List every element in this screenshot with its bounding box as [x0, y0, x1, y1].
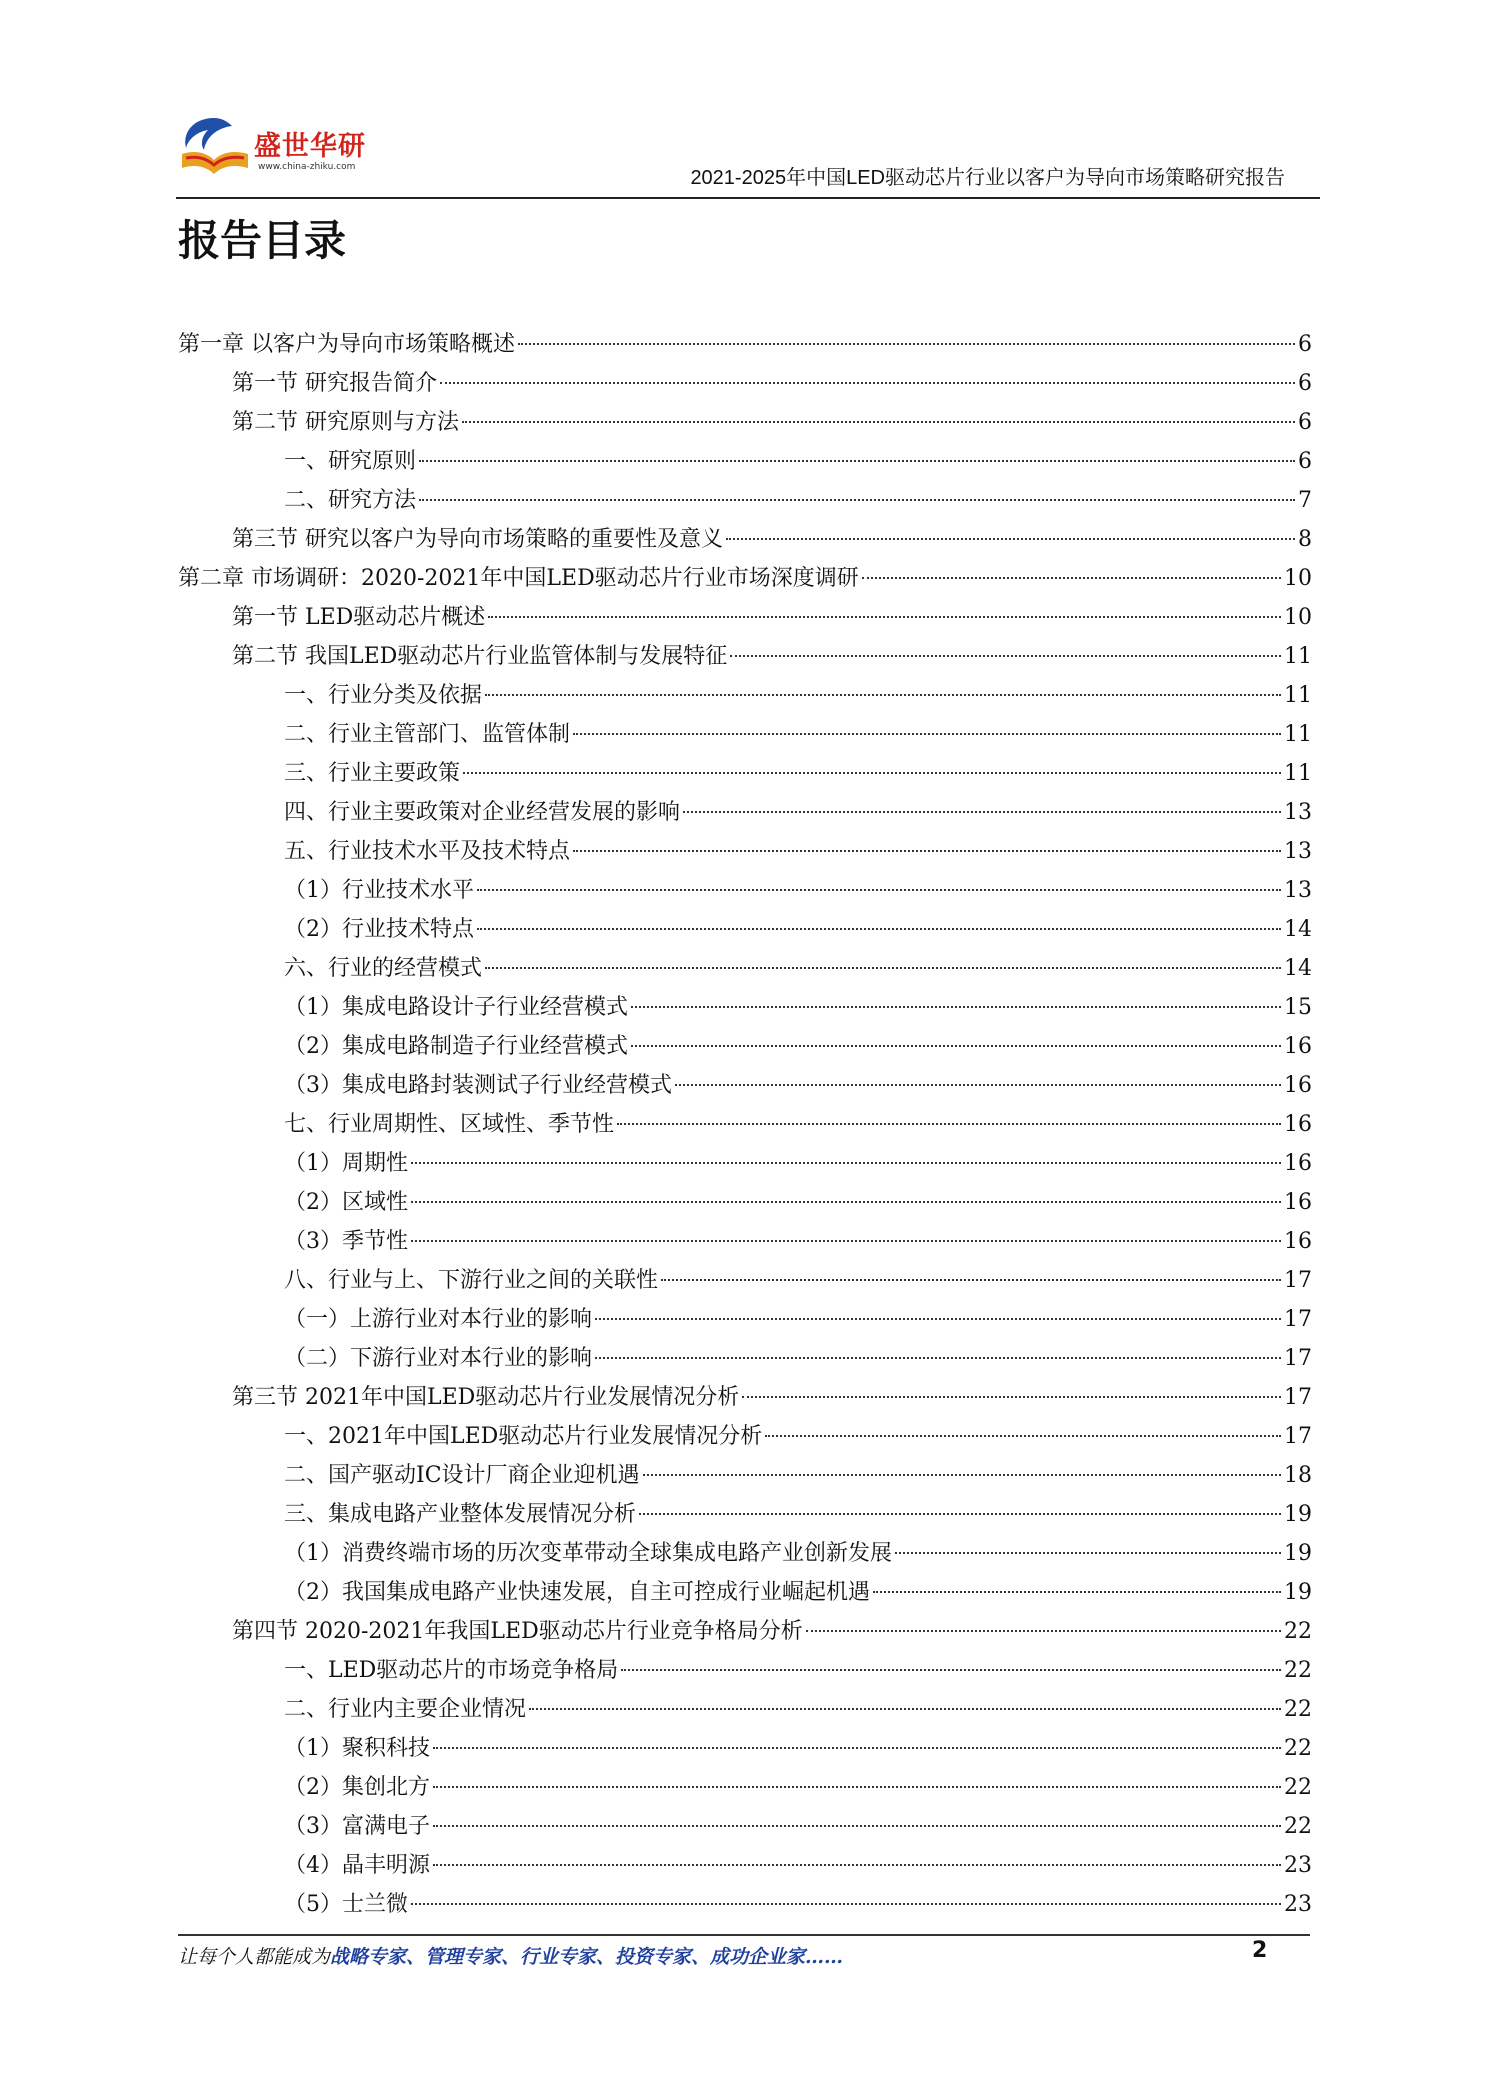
toc-dot-leader	[462, 421, 1295, 423]
toc-entry-label: 八、行业与上、下游行业之间的关联性	[284, 1268, 659, 1293]
toc-entry[interactable]	[178, 949, 1312, 988]
toc-entry-page: 13	[1284, 878, 1312, 903]
toc-dot-leader	[518, 343, 1295, 345]
toc-dot-leader	[463, 772, 1281, 774]
toc-dot-leader	[411, 1903, 1281, 1905]
report-title: 2021-2025年中国LED驱动芯片行业以客户为导向市场策略研究报告	[690, 167, 1285, 189]
toc-entry-label: 二、国产驱动IC设计厂商企业迎机遇	[284, 1463, 640, 1488]
toc-dot-leader	[573, 850, 1281, 852]
toc-entry[interactable]	[178, 1183, 1312, 1222]
toc-entry-page: 16	[1284, 1190, 1312, 1215]
toc-entry[interactable]	[178, 1846, 1312, 1885]
toc-entry-page: 16	[1284, 1034, 1312, 1059]
toc-entry[interactable]	[178, 1300, 1312, 1339]
toc-dot-leader	[433, 1786, 1281, 1788]
toc-entry[interactable]	[178, 754, 1312, 793]
toc-entry-page: 17	[1284, 1268, 1312, 1293]
toc-entry[interactable]	[178, 988, 1312, 1027]
toc-entry-label: （2）我国集成电路产业快速发展，自主可控成行业崛起机遇	[284, 1580, 870, 1605]
company-logo	[176, 100, 396, 190]
toc-entry-label: 三、集成电路产业整体发展情况分析	[284, 1502, 637, 1527]
toc-entry[interactable]	[178, 520, 1312, 559]
toc-entry-label: 第一节 LED驱动芯片概述	[232, 605, 486, 630]
toc-dot-leader	[573, 733, 1281, 735]
toc-entry-page: 16	[1284, 1229, 1312, 1254]
toc-entry-page: 6	[1298, 371, 1312, 396]
toc-dot-leader	[433, 1864, 1281, 1866]
toc-dot-leader	[730, 655, 1281, 657]
toc-entry[interactable]	[178, 325, 1312, 364]
toc-entry-label: 第二节 研究原则与方法	[232, 410, 459, 435]
toc-dot-leader	[873, 1591, 1281, 1593]
toc-entry[interactable]	[178, 1534, 1312, 1573]
toc-entry[interactable]	[178, 1651, 1312, 1690]
toc-entry[interactable]	[178, 871, 1312, 910]
toc-entry-page: 17	[1284, 1346, 1312, 1371]
toc-entry[interactable]	[178, 1885, 1312, 1924]
toc-entry[interactable]	[178, 910, 1312, 949]
toc-entry-label: （3）集成电路封装测试子行业经营模式	[284, 1073, 672, 1098]
toc-entry-label: 一、LED驱动芯片的市场竞争格局	[284, 1658, 619, 1683]
toc-entry-page: 22	[1284, 1658, 1312, 1683]
toc-entry-label: （一）上游行业对本行业的影响	[284, 1307, 593, 1332]
toc-dot-leader	[411, 1240, 1281, 1242]
toc-dot-leader	[485, 967, 1281, 969]
toc-entry[interactable]	[178, 1144, 1312, 1183]
toc-entry-label: 第二节 我国LED驱动芯片行业监管体制与发展特征	[232, 644, 728, 669]
toc-entry[interactable]	[178, 1729, 1312, 1768]
toc-entry-label: 第三节 研究以客户为导向市场策略的重要性及意义	[232, 527, 723, 552]
toc-entry-page: 10	[1284, 605, 1312, 630]
toc-entry-label: （5）士兰微	[284, 1892, 408, 1917]
toc-dot-leader	[477, 928, 1281, 930]
toc-entry[interactable]	[178, 793, 1312, 832]
toc-dot-leader	[631, 1006, 1281, 1008]
toc-dot-leader	[806, 1630, 1281, 1632]
toc-entry-page: 22	[1284, 1697, 1312, 1722]
toc-entry[interactable]	[178, 1573, 1312, 1612]
toc-dot-leader	[631, 1045, 1281, 1047]
toc-dot-leader	[661, 1279, 1281, 1281]
toc-dot-leader	[639, 1513, 1281, 1515]
toc-entry-page: 6	[1298, 332, 1312, 357]
toc-entry-page: 14	[1284, 956, 1312, 981]
page-title: 报告目录	[178, 216, 347, 265]
toc-entry-label: （3）季节性	[284, 1229, 408, 1254]
toc-entry[interactable]	[178, 598, 1312, 637]
toc-entry-page: 22	[1284, 1775, 1312, 1800]
toc-dot-leader	[419, 499, 1295, 501]
toc-entry-page: 23	[1284, 1892, 1312, 1917]
toc-entry-page: 22	[1284, 1814, 1312, 1839]
toc-dot-leader	[621, 1669, 1281, 1671]
toc-dot-leader	[440, 382, 1295, 384]
footer-slogan	[178, 1942, 843, 1969]
toc-entry-label: 六、行业的经营模式	[284, 956, 483, 981]
toc-entry-label: （1）集成电路设计子行业经营模式	[284, 995, 628, 1020]
toc-dot-leader	[411, 1201, 1281, 1203]
toc-entry-page: 13	[1284, 839, 1312, 864]
toc-entry-label: 二、行业主管部门、监管体制	[284, 722, 571, 747]
book-swirl-logo-icon	[176, 110, 254, 180]
toc-entry-label: 三、行业主要政策	[284, 761, 461, 786]
toc-entry-page: 11	[1284, 644, 1312, 669]
toc-entry-page: 6	[1298, 410, 1312, 435]
toc-entry[interactable]	[178, 559, 1312, 598]
toc-entry-page: 8	[1298, 527, 1312, 552]
toc-entry-page: 22	[1284, 1619, 1312, 1644]
toc-entry[interactable]	[178, 1495, 1312, 1534]
toc-dot-leader	[419, 460, 1295, 462]
toc-entry-page: 11	[1284, 683, 1312, 708]
toc-entry[interactable]	[178, 1105, 1312, 1144]
toc-entry[interactable]	[178, 1690, 1312, 1729]
toc-entry-page: 10	[1284, 566, 1312, 591]
toc-entry-page: 13	[1284, 800, 1312, 825]
toc-entry[interactable]	[178, 1339, 1312, 1378]
toc-entry[interactable]	[178, 637, 1312, 676]
toc-entry[interactable]	[178, 1066, 1312, 1105]
toc-entry-label: （二）下游行业对本行业的影响	[284, 1346, 593, 1371]
toc-dot-leader	[595, 1357, 1281, 1359]
page-header	[176, 100, 1320, 199]
toc-entry[interactable]	[178, 403, 1312, 442]
toc-entry[interactable]	[178, 1261, 1312, 1300]
toc-entry-label: （1）消费终端市场的历次变革带动全球集成电路产业创新发展	[284, 1541, 892, 1566]
toc-entry-page: 16	[1284, 1112, 1312, 1137]
toc-entry[interactable]	[178, 1456, 1312, 1495]
toc-entry[interactable]	[178, 676, 1312, 715]
toc-entry-label: 五、行业技术水平及技术特点	[284, 839, 571, 864]
toc-entry-label: （4）晶丰明源	[284, 1853, 430, 1878]
toc-dot-leader	[488, 616, 1281, 618]
toc-entry-page: 16	[1284, 1151, 1312, 1176]
toc-entry[interactable]	[178, 715, 1312, 754]
toc-entry-page: 19	[1284, 1580, 1312, 1605]
toc-dot-leader	[433, 1825, 1281, 1827]
toc-entry-label: 第一章 以客户为导向市场策略概述	[178, 332, 515, 357]
toc-entry-page: 7	[1298, 488, 1312, 513]
toc-entry-page: 17	[1284, 1307, 1312, 1332]
toc-entry-label: （3）富满电子	[284, 1814, 430, 1839]
toc-entry[interactable]	[178, 442, 1312, 481]
toc-entry-page: 17	[1284, 1385, 1312, 1410]
toc-dot-leader	[643, 1474, 1281, 1476]
toc-entry-label: （1）行业技术水平	[284, 878, 474, 903]
toc-entry-label: 七、行业周期性、区域性、季节性	[284, 1112, 615, 1137]
toc-entry-label: （1）聚积科技	[284, 1736, 430, 1761]
toc-entry-label: 一、行业分类及依据	[284, 683, 483, 708]
slogan-prefix: 让每个人都能成为	[178, 1946, 331, 1968]
toc-dot-leader	[411, 1162, 1281, 1164]
toc-entry[interactable]	[178, 1807, 1312, 1846]
toc-entry-page: 11	[1284, 761, 1312, 786]
toc-entry-page: 19	[1284, 1502, 1312, 1527]
logo-name: 盛世华研	[254, 131, 366, 162]
toc-entry[interactable]	[178, 832, 1312, 871]
toc-dot-leader	[485, 694, 1281, 696]
toc-entry-page: 22	[1284, 1736, 1312, 1761]
toc-entry-label: 一、研究原则	[284, 449, 417, 474]
toc-entry-label: （2）集成电路制造子行业经营模式	[284, 1034, 628, 1059]
toc-entry-page: 18	[1284, 1463, 1312, 1488]
page-number: 2	[1252, 1938, 1268, 1963]
toc-dot-leader	[862, 577, 1281, 579]
toc-entry-label: （2）区域性	[284, 1190, 408, 1215]
logo-url: www.china-zhiku.com	[258, 162, 356, 172]
toc-entry-label: 二、行业内主要企业情况	[284, 1697, 527, 1722]
toc-entry-page: 16	[1284, 1073, 1312, 1098]
toc-entry[interactable]	[178, 1417, 1312, 1456]
table-of-contents	[178, 325, 1312, 1924]
toc-entry[interactable]	[178, 481, 1312, 520]
toc-dot-leader	[675, 1084, 1281, 1086]
toc-entry-page: 11	[1284, 722, 1312, 747]
toc-dot-leader	[765, 1435, 1281, 1437]
toc-dot-leader	[477, 889, 1281, 891]
toc-dot-leader	[433, 1747, 1281, 1749]
toc-entry-label: 第一节 研究报告简介	[232, 371, 437, 396]
toc-entry-label: 第四节 2020-2021年我国LED驱动芯片行业竞争格局分析	[232, 1619, 803, 1644]
toc-dot-leader	[726, 538, 1295, 540]
toc-entry-page: 15	[1284, 995, 1312, 1020]
toc-entry-label: 二、研究方法	[284, 488, 417, 513]
toc-entry-label: （1）周期性	[284, 1151, 408, 1176]
toc-entry-page: 23	[1284, 1853, 1312, 1878]
toc-dot-leader	[742, 1396, 1281, 1398]
toc-entry-page: 19	[1284, 1541, 1312, 1566]
toc-entry-label: （2）集创北方	[284, 1775, 430, 1800]
toc-entry-label: 第三节 2021年中国LED驱动芯片行业发展情况分析	[232, 1385, 740, 1410]
toc-entry[interactable]	[178, 1378, 1312, 1417]
toc-dot-leader	[529, 1708, 1281, 1710]
toc-entry-label: （2）行业技术特点	[284, 917, 474, 942]
slogan-highlight: 战略专家、管理专家、行业专家、投资专家、成功企业家……	[330, 1946, 844, 1968]
toc-entry[interactable]	[178, 1768, 1312, 1807]
toc-entry-label: 四、行业主要政策对企业经营发展的影响	[284, 800, 681, 825]
toc-dot-leader	[895, 1552, 1281, 1554]
toc-entry-page: 6	[1298, 449, 1312, 474]
toc-entry-page: 14	[1284, 917, 1312, 942]
toc-dot-leader	[595, 1318, 1281, 1320]
toc-dot-leader	[617, 1123, 1281, 1125]
toc-entry-label: 一、2021年中国LED驱动芯片行业发展情况分析	[284, 1424, 763, 1449]
toc-entry-label: 第二章 市场调研：2020-2021年中国LED驱动芯片行业市场深度调研	[178, 566, 859, 591]
toc-entry-page: 17	[1284, 1424, 1312, 1449]
toc-entry[interactable]	[178, 1222, 1312, 1261]
toc-entry[interactable]	[178, 1612, 1312, 1651]
toc-dot-leader	[683, 811, 1281, 813]
toc-entry[interactable]	[178, 1027, 1312, 1066]
footer-divider	[178, 1934, 1310, 1936]
toc-entry[interactable]	[178, 364, 1312, 403]
